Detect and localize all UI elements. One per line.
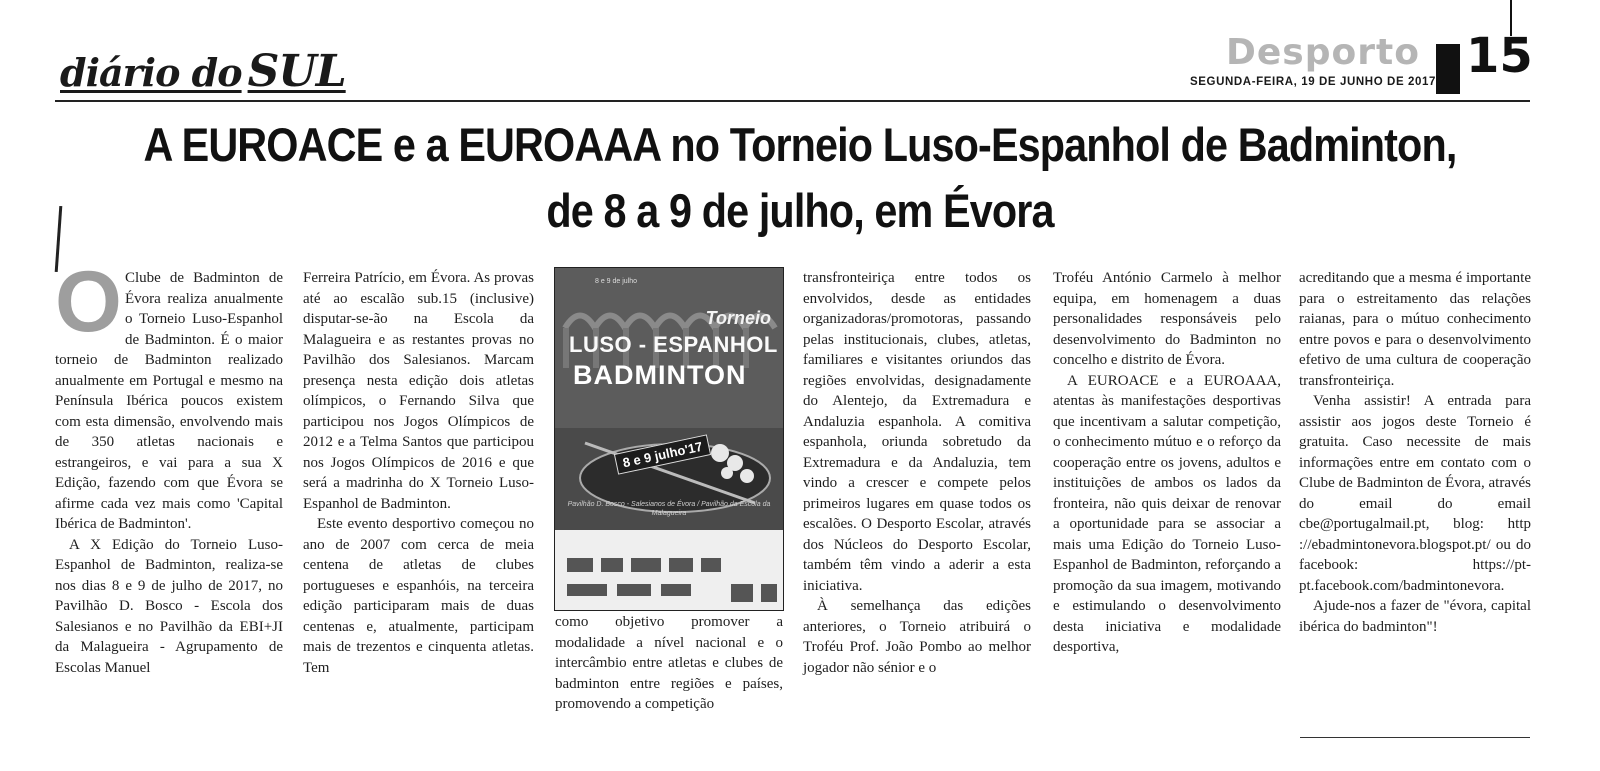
header-divider bbox=[55, 100, 1530, 102]
headline-line-2: de 8 a 9 de julho, em Évora bbox=[546, 184, 1054, 237]
paragraph: À semelhança das edições anteriores, o Torneio atribuirá o Troféu Prof. João Pombo ao melhor jogador não sénior e o bbox=[803, 598, 1031, 676]
issue-date: SEGUNDA-FEIRA, 19 DE JUNHO DE 2017 bbox=[1190, 76, 1436, 88]
poster-torneio: Torneio bbox=[705, 308, 771, 328]
paragraph: A EUROACE e a EUROAAA, atentas às manifestações desportivas que incentivam a salutar competição, o conhecimento mútuo e o reforço da cooperação entre os jovens, adultos e instituições de ambos os lados da fronteira, não quis deixar de renovar a oportunidade para se associar a mais uma Edição do Torneio Luso-Espanhol de Badminton, reforçando a promoção da sua imagem, motivando e estimulando o desenvolvimento desta iniciativa e modalidade desportiva, bbox=[1053, 372, 1281, 655]
paragraph: Venha assistir! A entrada para assistir aos jogos deste Torneio é gratuita. Caso necessite de mais informações entre em contato com o Clube de Badminton de Évora, através do email do email cbe@portugalmail.pt, blog: http ://ebadmintonevora.blogspot.pt/ ou do facebook: https://pt-pt.facebook.com/badmintonevora. bbox=[1299, 393, 1531, 594]
paragraph: transfronteiriça entre todos os envolvidos, desde as entidades organizadoras/promotoras, passando pelas institucionais, clubes, atletas, familiares e visitantes oriundos das regiões envolvidas, designadamente do Alentejo, da Extremadura e Andaluzia espanhola. A comitiva espanhola, oriunda sobretudo da Extremadura e da Andaluzia, tem vindo a crescer e compete pelos primeiros lugares em quase todos os escalões. O Desporto Escolar, através dos Núcleos do Desporto Escolar, também têm vindo a aderir a esta iniciativa. bbox=[803, 270, 1031, 594]
paragraph bbox=[55, 254, 283, 535]
article-column-3 bbox=[555, 612, 783, 715]
section-title: Desporto bbox=[1226, 32, 1420, 73]
article-end-rule bbox=[1300, 737, 1530, 738]
paragraph: Este evento desportivo começou no ano de 2007 com cerca de meia centena de atletas de clubes portugueses e espanhóis, na terceira edição participaram mais de duas centenas e, atualmente, participam mais de trezentos e cinquenta atletas. Tem bbox=[303, 516, 534, 676]
poster-luso-espanhol: LUSO - ESPANHOL bbox=[569, 332, 778, 357]
paragraph: Ferreira Patrício, em Évora. As provas até ao escalão sub.15 (inclusive) disputar-se-ão na Escola da Malagueira e as restantes provas no Pavilhão dos Salesianos. Marcam presença nesta edição dois atletas olímpicos, o Fernando Silva que participou nos Jogos Olímpicos de 2012 e a Telma Santos que participou nos Jogos Olímpicos de 2016 e que será a madrinha do X Torneio Luso-Espanhol de Badminton. bbox=[303, 270, 534, 512]
poster-dates: 8 e 9 julho'17 bbox=[614, 434, 711, 474]
article-column-6 bbox=[1299, 268, 1531, 637]
article-column-1 bbox=[55, 254, 283, 678]
article-column-2 bbox=[303, 268, 534, 678]
poster-venue-text: Pavilhão D. Bosco - Salesianos de Évora / Pavilhão da Escola da Malagueira bbox=[567, 501, 771, 517]
poster-badminton: BADMINTON bbox=[573, 360, 747, 390]
article-column-4 bbox=[803, 268, 1031, 678]
masthead-text: diário do bbox=[60, 50, 242, 95]
masthead-sul: SUL bbox=[247, 46, 346, 97]
section-marker-block bbox=[1436, 44, 1460, 94]
poster-subtitle: 8 e 9 de julho bbox=[595, 278, 638, 285]
paragraph: acreditando que a mesma é importante para o estreitamento das relações raianas, para o mútuo conhecimento entre povos e para o desenvolvimento efetivo de uma cultura de cooperação transfronteiriça. bbox=[1299, 270, 1531, 389]
paragraph-text: Clube de Badminton de Évora realiza anualmente o Torneio Luso-Espanhol de Badminton. É o maior torneio de Badminton realizado anualmente em Portugal e mesmo na Península Ibérica poucos existem com esta dimensão, envolvendo mais de 350 atletas nacionais e estrangeiros, e vai para a sua X Edição, fazendo com que Évora se afirme cada vez mais como 'Capital Ibérica de Badminton'. bbox=[55, 270, 283, 532]
paragraph: como objetivo promover a modalidade a nível nacional e o intercâmbio entre atletas e clubes de badminton entre regiões e países, promovendo a competição bbox=[555, 614, 783, 712]
tournament-poster-image bbox=[554, 267, 784, 611]
article-headline bbox=[131, 112, 1469, 244]
paragraph: Ajude-nos a fazer de "évora, capital ibérica do badminton"! bbox=[1299, 598, 1531, 635]
paragraph: Troféu António Carmelo à melhor equipa, em homenagem a duas personalidades responsáveis pelo desenvolvimento do Badminton no concelho e distrito de Évora. bbox=[1053, 270, 1281, 368]
newspaper-masthead bbox=[60, 46, 346, 97]
paragraph: A X Edição do Torneio Luso-Espanhol de Badminton, realiza-se nos dias 8 e 9 de julho de 2017, no Pavilhão D. Bosco - Escola dos Salesianos e no Pavilhão da EBI+JI da Malagueira - Agrupamento de Escolas Manuel bbox=[55, 536, 283, 676]
page-number: 15 bbox=[1466, 28, 1533, 84]
headline-line-1: A EUROACE e a EUROAAA no Torneio Luso-Espanhol de Badminton, bbox=[143, 118, 1457, 171]
drop-cap: O bbox=[55, 254, 122, 350]
article-column-5 bbox=[1053, 268, 1281, 658]
